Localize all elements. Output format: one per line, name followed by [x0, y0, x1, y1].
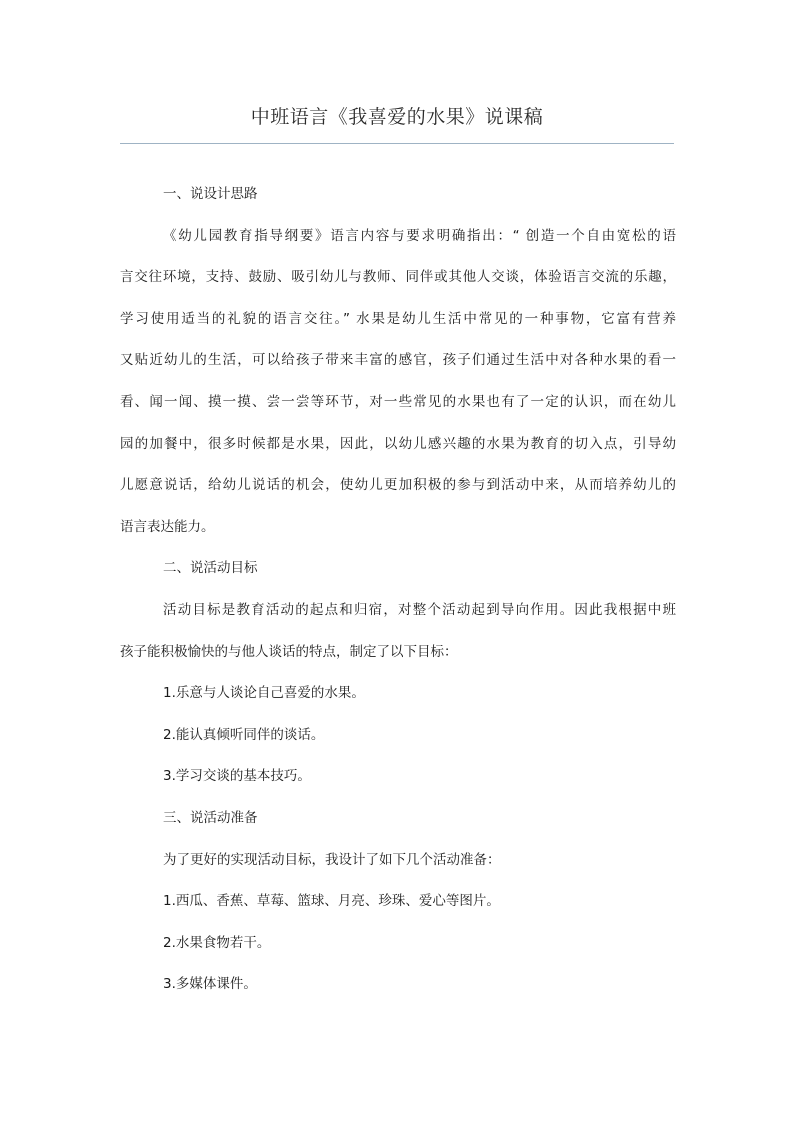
preparation-item: 1.西瓜、香蕉、草莓、篮球、月亮、珍珠、爱心等图片。 — [163, 893, 500, 910]
paragraph-line: 又贴近幼儿的生活，可以给孩子带来丰富的感官，孩子们通过生活中对各种水果的看一 — [120, 352, 676, 369]
paragraph-line: 活动目标是教育活动的起点和归宿，对整个活动起到导向作用。因此我根据中班 — [163, 601, 676, 618]
preparation-intro: 为了更好的实现活动目标，我设计了如下几个活动准备： — [163, 851, 501, 868]
goal-item: 3.学习交谈的基本技巧。 — [163, 768, 311, 785]
document-body — [120, 174, 676, 1006]
paragraph-line: 看、闻一闻、摸一摸、尝一尝等环节，对一些常见的水果也有了一定的认识，而在幼儿 — [120, 393, 676, 410]
preparation-item: 3.多媒体课件。 — [163, 976, 257, 993]
paragraph-line: 孩子能积极愉快的与他人谈话的特点，制定了以下目标： — [120, 643, 458, 660]
paragraph-line: 园的加餐中，很多时候都是水果，因此，以幼儿感兴趣的水果为教育的切入点，引导幼 — [120, 435, 676, 452]
paragraph-line: 言交往环境，支持、鼓励、吸引幼儿与教师、同伴或其他人交谈，体验语言交流的乐趣， — [120, 269, 676, 286]
document-title: 中班语言《我喜爱的水果》说课稿 — [250, 106, 544, 128]
paragraph-line: 学习使用适当的礼貌的语言交往。” 水果是幼儿生活中常见的一种事物，它富有营养 — [120, 310, 676, 327]
section-heading-design: 一、说设计思路 — [163, 186, 258, 202]
paragraph-line: 《幼儿园教育指导纲要》语言内容与要求明确指出：“ 创造一个自由宽松的语 — [163, 227, 676, 244]
title-divider — [120, 143, 674, 144]
paragraph-goals — [120, 590, 676, 673]
goal-item: 1.乐意与人谈论自己喜爱的水果。 — [163, 685, 365, 702]
paragraph-design — [120, 216, 676, 549]
section-heading-goals: 二、说活动目标 — [163, 560, 258, 577]
goal-item: 2.能认真倾听同伴的谈话。 — [163, 726, 325, 743]
paragraph-line: 儿愿意说话，给幼儿说话的机会，使幼儿更加积极的参与到活动中来，从而培养幼儿的 — [120, 477, 676, 494]
paragraph-line: 语言表达能力。 — [120, 518, 215, 535]
section-heading-preparation: 三、说活动准备 — [163, 809, 258, 826]
preparation-item: 2.水果食物若干。 — [163, 934, 271, 951]
